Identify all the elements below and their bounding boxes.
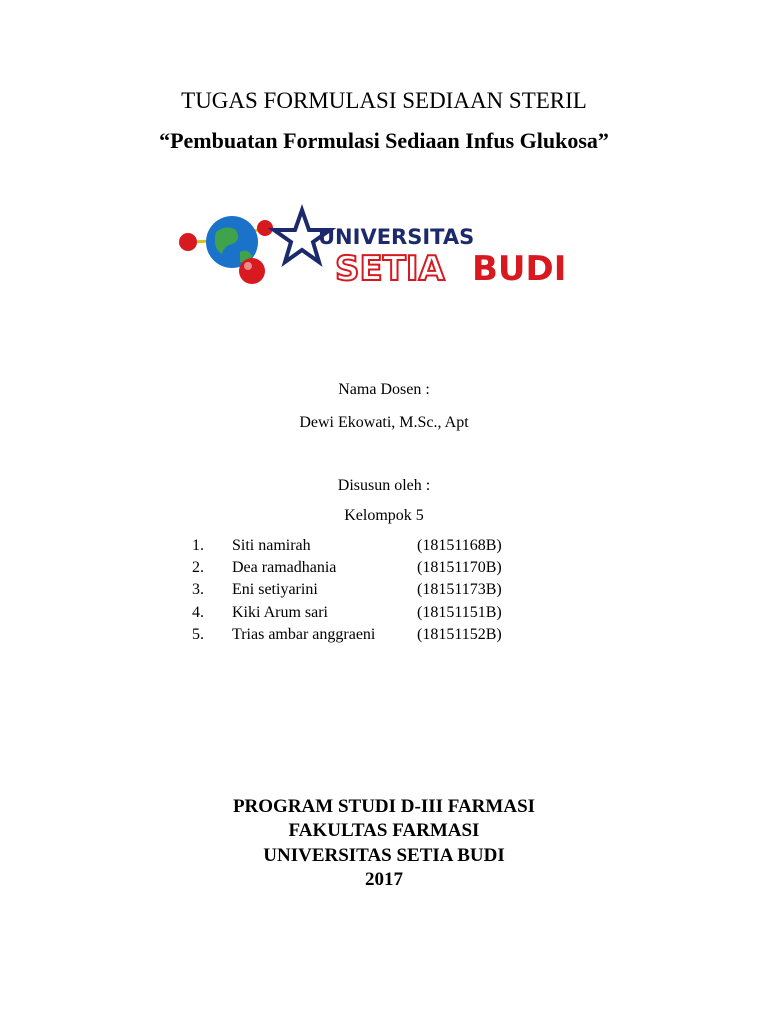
program-name: PROGRAM STUDI D-III FARMASI (232, 796, 536, 817)
faculty-name: FAKULTAS FARMASI (288, 820, 480, 841)
year: 2017 (365, 869, 403, 890)
list-item (0, 581, 768, 603)
member-name: Siti namirah (232, 537, 311, 554)
list-item (0, 537, 768, 559)
molecule-atom (239, 258, 265, 284)
university-name: UNIVERSITAS SETIA BUDI (263, 845, 505, 866)
molecule-atom (179, 233, 197, 251)
member-name: Eni setiyarini (232, 581, 318, 598)
group-name: Kelompok 5 (344, 507, 424, 524)
member-nim: (18151151B) (417, 604, 502, 621)
member-name: Dea ramadhania (232, 559, 337, 576)
member-nim: (18151170B) (417, 559, 502, 576)
member-name: Kiki Arum sari (232, 604, 328, 621)
member-nim: (18151152B) (417, 626, 502, 643)
lecturer-name: Dewi Ekowati, M.Sc., Apt (299, 414, 469, 431)
member-nim: (18151173B) (417, 581, 502, 598)
lecturer-label: Nama Dosen : (338, 381, 430, 398)
member-number: 4. (192, 604, 204, 621)
member-number: 1. (192, 537, 204, 554)
list-item (0, 626, 768, 648)
member-name: Trias ambar anggraeni (232, 626, 376, 643)
logo-text-budi: BUDI (472, 249, 567, 289)
logo-text-universitas: UNIVERSITAS (318, 225, 475, 249)
list-item (0, 604, 768, 626)
member-number: 2. (192, 559, 204, 576)
member-number: 3. (192, 581, 204, 598)
member-nim: (18151168B) (417, 537, 502, 554)
logo-text-setia: SETIA (335, 249, 445, 289)
document-title: TUGAS FORMULASI SEDIAAN STERIL (181, 88, 587, 113)
list-item (0, 559, 768, 581)
document-subtitle: “Pembuatan Formulasi Sediaan Infus Glukosa” (159, 128, 609, 153)
member-number: 5. (192, 626, 204, 643)
university-logo (170, 200, 600, 295)
compiled-by-label: Disusun oleh : (337, 477, 431, 494)
molecule-atom-highlight (244, 262, 252, 270)
